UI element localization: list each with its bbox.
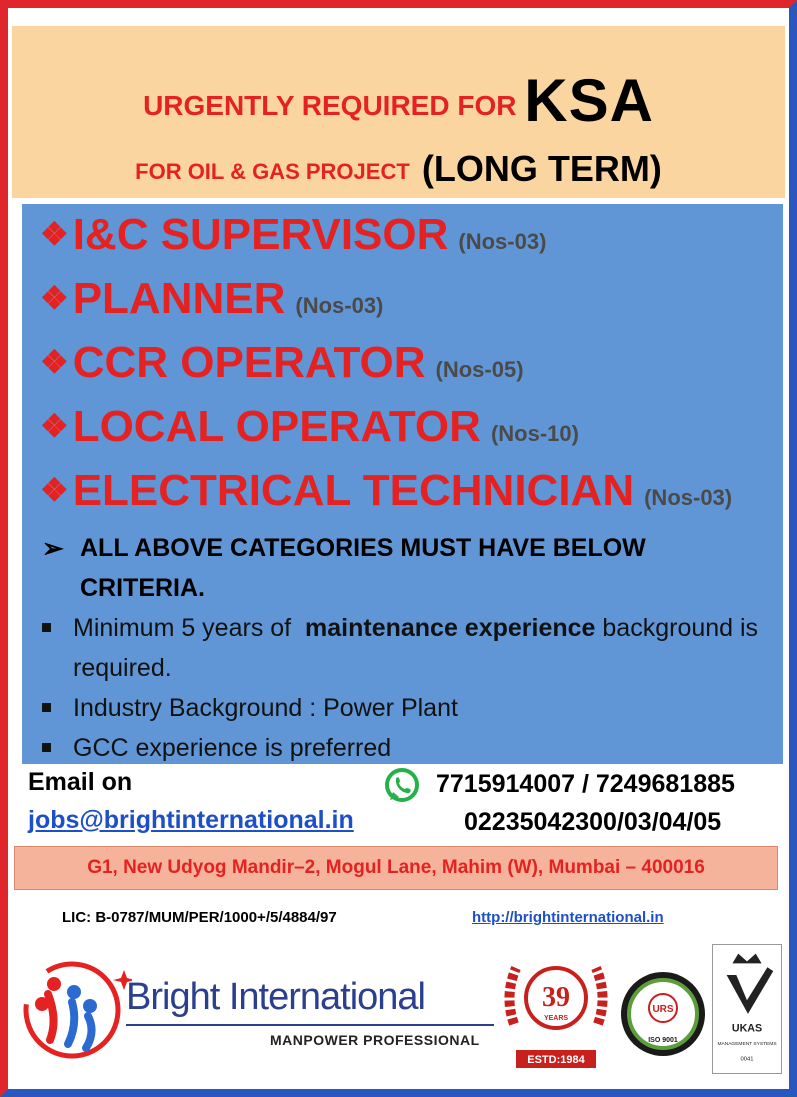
- website-link[interactable]: http://brightinternational.in: [472, 909, 664, 926]
- job-title: ELECTRICAL TECHNICIAN: [72, 466, 635, 515]
- job-item: [40, 466, 732, 516]
- square-bullet-icon: [42, 703, 51, 712]
- subheadline: [12, 148, 785, 190]
- headline: [12, 66, 785, 135]
- job-count: (Nos-03): [644, 485, 733, 510]
- ukas-sub-label: MANAGEMENT SYSTEMS: [717, 1041, 777, 1047]
- subheadline-term: (LONG TERM): [421, 148, 662, 189]
- job-title: PLANNER: [72, 274, 286, 323]
- subheadline-prefix: FOR OIL & GAS PROJECT: [135, 159, 410, 184]
- square-bullet-icon: [42, 743, 51, 752]
- whatsapp-icon: [382, 766, 422, 806]
- arrow-bullet-icon: ➢: [42, 533, 64, 563]
- brand-divider: [126, 1024, 494, 1026]
- square-bullet-icon: [42, 623, 51, 632]
- bullet-text-part: background is required.: [73, 614, 759, 682]
- ukas-certification: [712, 944, 782, 1074]
- job-count: (Nos-10): [490, 421, 579, 446]
- criteria-bullet-text: GCC experience is preferred: [73, 734, 392, 762]
- iso-certification-icon: [618, 944, 708, 1074]
- diamond-bullet-icon: ❖: [40, 280, 69, 316]
- diamond-bullet-icon: ❖: [40, 408, 69, 444]
- bullet-text-part: Minimum 5 years of: [73, 614, 292, 642]
- criteria-bullet: [42, 608, 762, 688]
- job-title: I&C SUPERVISOR: [72, 210, 449, 259]
- job-item: [40, 402, 579, 452]
- company-logo-icon: [12, 940, 132, 1070]
- job-count: (Nos-03): [295, 293, 384, 318]
- job-item: [40, 210, 546, 260]
- anniversary-badge-icon: [500, 946, 612, 1072]
- badge-years-label: YEARS: [543, 1015, 569, 1022]
- job-count: (Nos-03): [458, 229, 547, 254]
- criteria-heading: [42, 528, 762, 608]
- iso-standard-text: ISO 9001: [648, 1037, 678, 1044]
- criteria-bullet: [42, 728, 762, 768]
- criteria-bullet-text: [73, 608, 762, 688]
- badge-years: 39: [542, 982, 570, 1013]
- email-link[interactable]: jobs@brightinternational.in: [28, 806, 354, 834]
- email-label: Email on: [28, 768, 133, 796]
- job-title: CCR OPERATOR: [72, 338, 426, 387]
- office-address: G1, New Udyog Mandir–2, Mogul Lane, Mahim (W), Mumbai – 400016: [14, 846, 778, 890]
- ukas-label: UKAS: [731, 1022, 763, 1035]
- header-banner: [12, 26, 785, 198]
- company-tagline: MANPOWER PROFESSIONAL: [270, 1032, 480, 1048]
- job-item: [40, 274, 383, 324]
- diamond-bullet-icon: ❖: [40, 344, 69, 380]
- diamond-bullet-icon: ❖: [40, 216, 69, 252]
- job-list-panel: [22, 204, 783, 764]
- iso-urs-text: URS: [652, 1004, 674, 1015]
- company-name: Bright International: [126, 976, 425, 1018]
- criteria-bullet: [42, 688, 762, 728]
- ukas-code: 0041: [740, 1056, 754, 1063]
- criteria-heading-text: ALL ABOVE CATEGORIES MUST HAVE BELOW CRITERIA.: [80, 534, 646, 602]
- mobile-numbers: 7715914007 / 7249681885: [436, 770, 735, 798]
- ukas-crown-icon: [713, 945, 781, 1073]
- badge-established: ESTD:1984: [527, 1054, 585, 1066]
- job-count: (Nos-05): [435, 357, 524, 382]
- headline-country: KSA: [524, 67, 654, 134]
- diamond-bullet-icon: ❖: [40, 472, 69, 508]
- bullet-text-emphasis: maintenance experience: [305, 614, 596, 642]
- license-number: LIC: B-0787/MUM/PER/1000+/5/4884/97: [62, 909, 337, 926]
- criteria-bullet-text: Industry Background : Power Plant: [73, 694, 458, 722]
- landline-numbers: 02235042300/03/04/05: [464, 808, 722, 836]
- job-item: [40, 338, 524, 388]
- job-title: LOCAL OPERATOR: [72, 402, 481, 451]
- headline-prefix: URGENTLY REQUIRED FOR: [143, 90, 517, 121]
